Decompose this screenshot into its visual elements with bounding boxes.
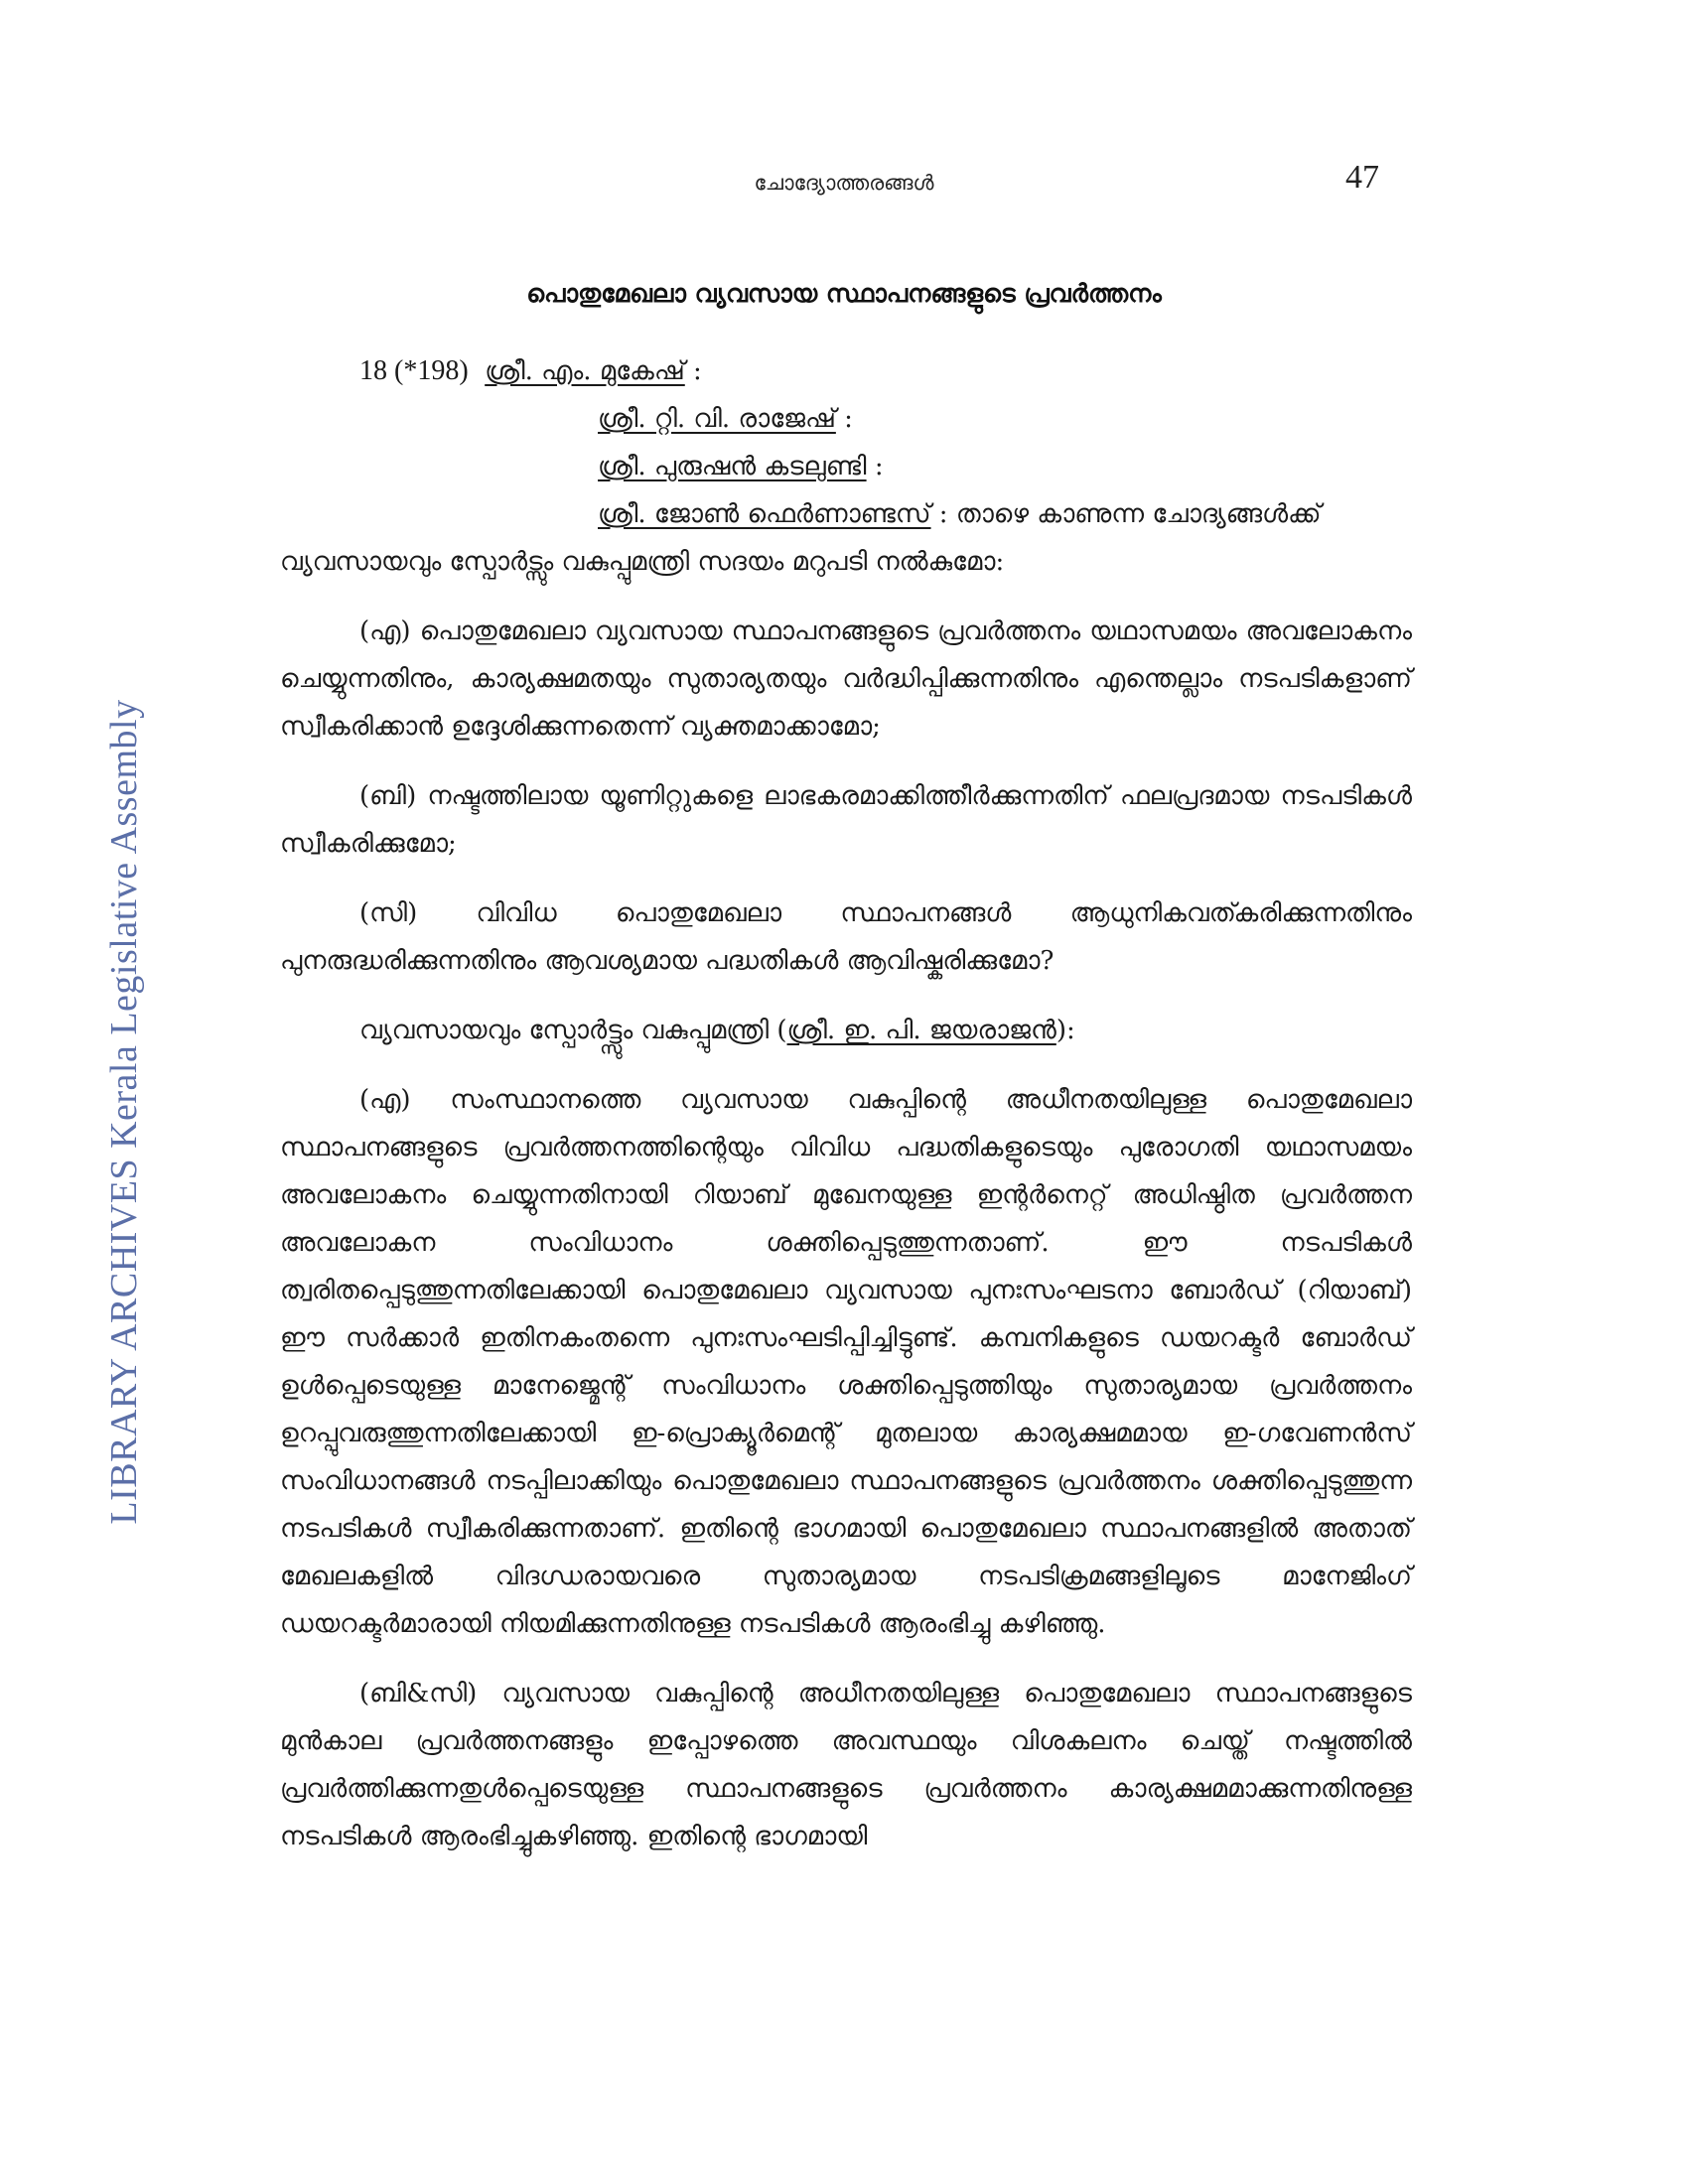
answer-part-a: (എ) സംസ്ഥാനത്തെ വ്യവസായ വകുപ്പിന്റെ അധീനതയിലുള്ള പൊതുമേഖലാ സ്ഥാപനങ്ങളുടെ പ്രവർത്തനത്തിന്റെയും വിവിധ പദ്ധതികളുടെയും പുരോഗതി യഥാസമയം അവലോകനം ചെയ്യുന്നതിനായി റിയാബ് മുഖേനയുള്ള ഇന്റർനെറ്റ് അധിഷ്ഠിത പ്രവർത്തന അവലോകന സംവിധാനം ശക്തിപ്പെടുത്തുന്നതാണ്. ഈ നടപടികൾ ത്വരിതപ്പെടുത്തുന്നതിലേക്കായി പൊതുമേഖലാ വ്യവസായ പുനഃസംഘടനാ ബോർഡ് (റിയാബ്) ഈ സർക്കാർ ഇതിനകംതന്നെ പുനഃസംഘടിപ്പിച്ചിട്ടുണ്ട്. കമ്പനികളുടെ ഡയറക്ടർ ബോർഡ് ഉൾപ്പെടെയുള്ള മാനേജ്മെന്റ് സംവിധാനം ശക്തിപ്പെടുത്തിയും സുതാര്യമായ പ്രവർത്തനം ഉറപ്പുവരുത്തുന്നതിലേക്കായി ഇ-പ്രൊക്യൂർമെന്റ് മുതലായ കാര്യക്ഷമമായ ഇ-ഗവേണൻസ് സംവിധാനങ്ങൾ നടപ്പിലാക്കിയും പൊതുമേഖലാ സ്ഥാപനങ്ങളുടെ പ്രവർത്തനം ശക്തിപ്പെടുത്തുന്ന നടപടികൾ സ്വീകരിക്കുന്നതാണ്. ഇതിന്റെ ഭാഗമായി പൊതുമേഖലാ സ്ഥാപനങ്ങളിൽ അതാത് മേഖലകളിൽ വിദഗ്ധരായവരെ സുതാര്യമായ നടപടിക്രമങ്ങളിലൂടെ മാനേജിംഗ് ഡയറക്ടർമാരായി നിയമിക്കുന്നതിനുള്ള നടപടികൾ ആരംഭിച്ചു കഴിഞ്ഞു. — [280, 1085, 1412, 1639]
question-line-2 — [359, 395, 1412, 443]
question-intro: വ്യവസായവും സ്പോർട്സും വകുപ്പുമന്ത്രി സദയം മറുപടി നൽകുമോ: — [280, 547, 1005, 577]
page-title: പൊതുമേഖലാ വ്യവസായ സ്ഥാപനങ്ങളുടെ പ്രവർത്തനം — [526, 279, 1162, 308]
minister-suffix: ): — [1055, 1016, 1075, 1045]
question-line-4 — [359, 490, 1412, 538]
question-intro-tail: : താഴെ കാണുന്ന ചോദ്യങ്ങൾക്ക് — [930, 499, 1322, 529]
minister-prefix: വ്യവസായവും സ്പോർട്ട്സും വകുപ്പുമന്ത്രി ( — [359, 1016, 787, 1045]
page-number: 47 — [1345, 159, 1379, 196]
question-part-a: (എ) പൊതുമേഖലാ വ്യവസായ സ്ഥാപനങ്ങളുടെ പ്രവർത്തനം യഥാസമയം അവലോകനം ചെയ്യുന്നതിനും, കാര്യക്ഷമതയും സുതാര്യതയും വർദ്ധിപ്പിക്കുന്നതിനും എന്തെല്ലാം നടപടികളാണ് സ്വീകരിക്കാൻ ഉദ്ദേശിക്കുന്നതെന്ന് വ്യക്തമാക്കാമോ; — [280, 616, 1412, 742]
question-line-1 — [359, 347, 1412, 395]
colon: : — [835, 404, 853, 434]
colon: : — [684, 356, 702, 386]
question-part-b: (ബി) നഷ്ടത്തിലായ യൂണിറ്റുകളെ ലാഭകരമാക്കിത്തീർക്കുന്നതിന് ഫലപ്രദമായ നടപടികൾ സ്വീകരിക്കുമോ; — [280, 781, 1412, 859]
question-number: 18 (*198) — [359, 355, 469, 386]
member-name: ശ്രീ. പുരുഷൻ കടലുണ്ടി — [598, 452, 867, 481]
answer-part-bc: (ബി&സി) വ്യവസായ വകുപ്പിന്റെ അധീനതയിലുള്ള പൊതുമേഖലാ സ്ഥാപനങ്ങളുടെ മുൻകാല പ്രവർത്തനങ്ങളും ഇപ്പോഴത്തെ അവസ്ഥയും വിശകലനം ചെയ്ത് നഷ്ടത്തിൽ പ്രവർത്തിക്കുന്നതുൾപ്പെടെയുള്ള സ്ഥാപനങ്ങളുടെ പ്രവർത്തനം കാര്യക്ഷമമാക്കുന്നതിനുള്ള നടപടികൾ ആരംഭിച്ചുകഴിഞ്ഞു. ഇതിന്റെ ഭാഗമായി — [280, 1679, 1412, 1851]
answer-minister-line — [280, 1007, 1412, 1054]
member-name: ശ്രീ. ജോൺ ഫെർണാണ്ടസ് — [598, 499, 931, 529]
question-line-3 — [359, 443, 1412, 490]
member-name: ശ്രീ. എം. മുകേഷ് — [485, 356, 685, 386]
running-head: ചോദ്യോത്തരങ്ങൾ — [754, 171, 934, 195]
library-archives-watermark: LIBRARY ARCHIVES Kerala Legislative Assembly — [103, 699, 145, 1525]
question-header — [280, 347, 1412, 538]
document-body — [280, 347, 1412, 1860]
member-name: ശ്രീ. റ്റി. വി. രാജേഷ് — [598, 404, 836, 434]
question-part-c: (സി) വിവിധ പൊതുമേഖലാ സ്ഥാപനങ്ങൾ ആധുനികവത്കരിക്കുന്നതിനും പുനരുദ്ധരിക്കുന്നതിനും ആവശ്യമായ പദ്ധതികൾ ആവിഷ്കരിക്കുമോ? — [280, 898, 1412, 976]
colon: : — [866, 452, 884, 481]
minister-name: ശ്രീ. ഇ. പി. ജയരാജൻ — [786, 1016, 1056, 1045]
